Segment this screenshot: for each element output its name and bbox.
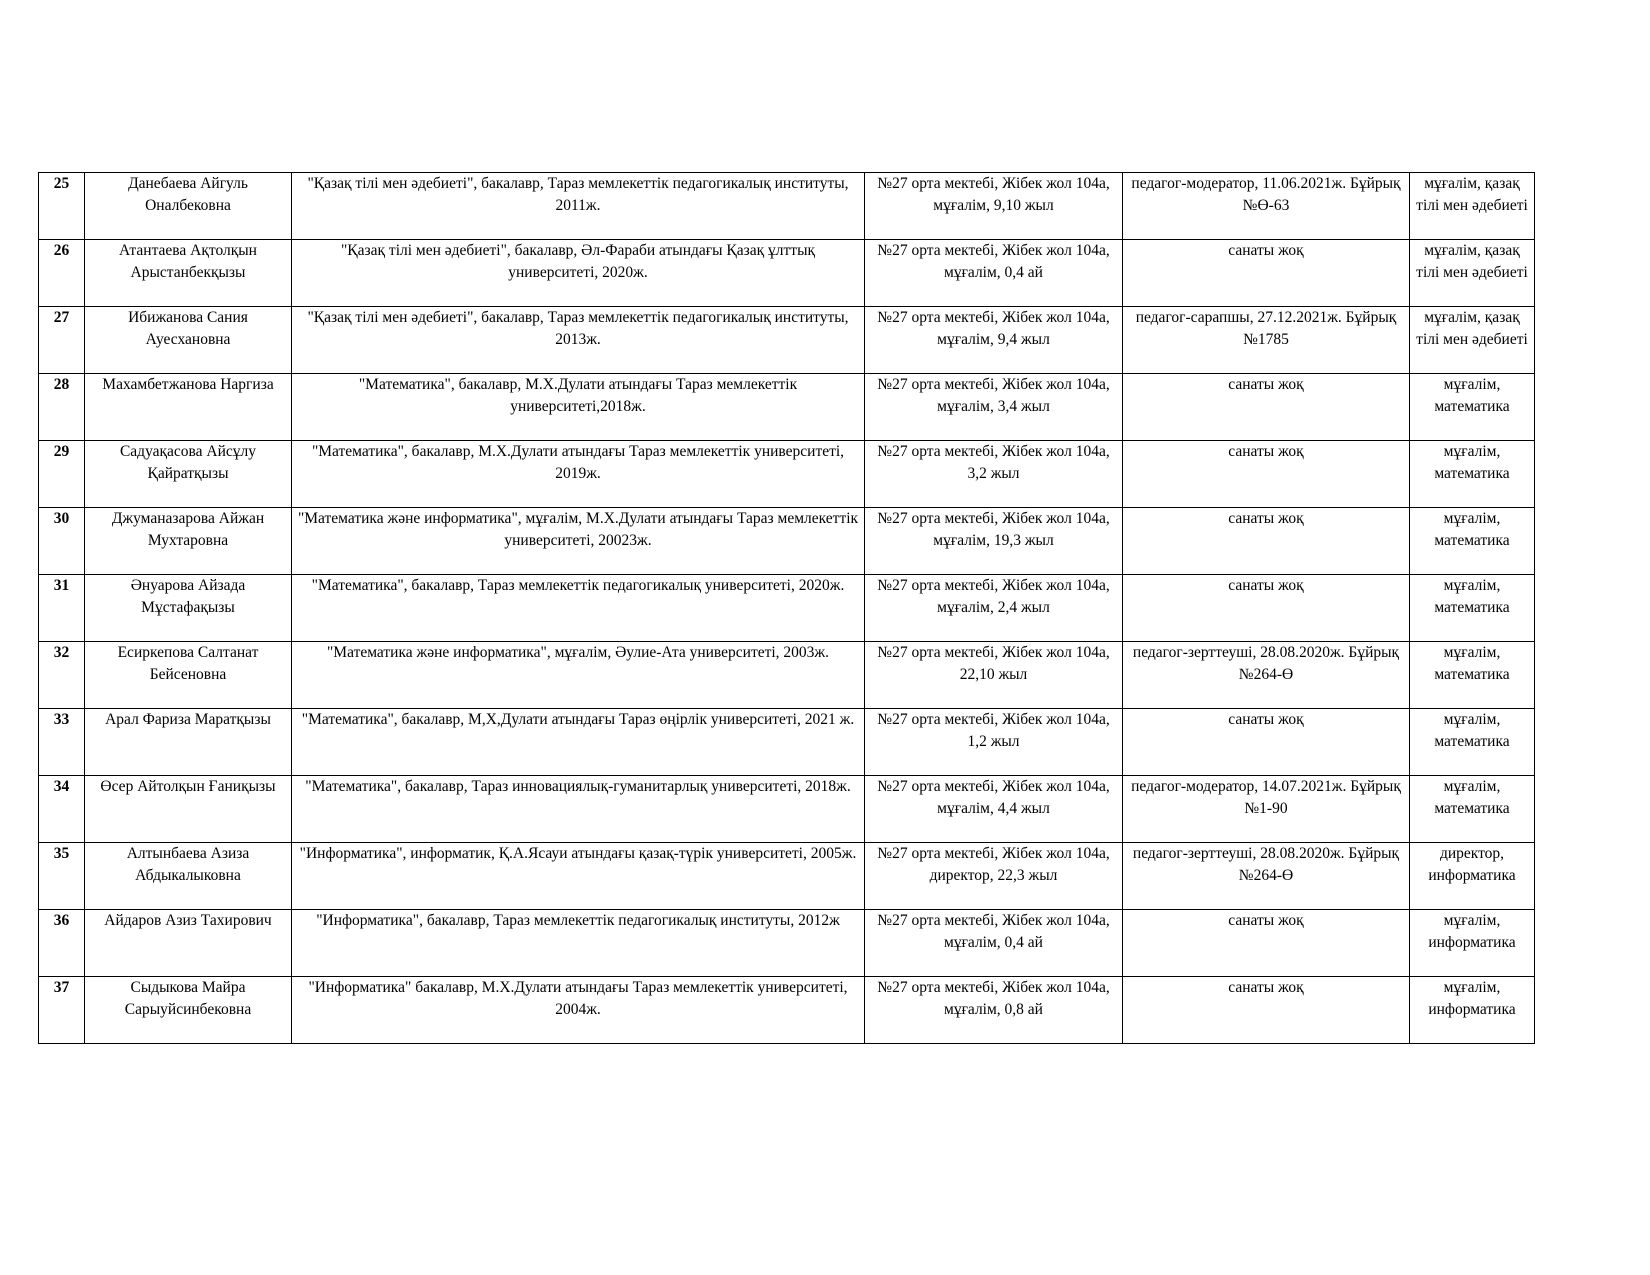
row-number: 27 bbox=[39, 307, 85, 374]
table-row bbox=[39, 508, 1535, 575]
workplace-cell: №27 орта мектебі, Жібек жол 104а, директор, 22,3 жыл bbox=[865, 843, 1123, 910]
table-row bbox=[39, 776, 1535, 843]
position-cell: мұғалім, математика bbox=[1410, 575, 1535, 642]
education-cell: "Математика және информатика", мұғалім, М.Х.Дулати атындағы Тараз мемлекеттік университеті, 20023ж. bbox=[292, 508, 865, 575]
teacher-name-cell: Садуақасова Айсұлу Қайратқызы bbox=[85, 441, 292, 508]
table-row bbox=[39, 709, 1535, 776]
education-cell: "Қазақ тілі мен әдебиеті", бакалавр, Тараз мемлекеттік педагогикалық институты, 2011ж. bbox=[292, 173, 865, 240]
workplace-cell: №27 орта мектебі, Жібек жол 104а, 1,2 жыл bbox=[865, 709, 1123, 776]
row-number: 33 bbox=[39, 709, 85, 776]
category-cell: санаты жоқ bbox=[1123, 508, 1410, 575]
table-row bbox=[39, 910, 1535, 977]
position-cell: мұғалім, информатика bbox=[1410, 910, 1535, 977]
row-number: 36 bbox=[39, 910, 85, 977]
category-cell: санаты жоқ bbox=[1123, 977, 1410, 1044]
education-cell: "Математика", бакалавр, М,Х,Дулати атындағы Тараз өңірлік университеті, 2021 ж. bbox=[292, 709, 865, 776]
workplace-cell: №27 орта мектебі, Жібек жол 104а, мұғалім, 9,10 жыл bbox=[865, 173, 1123, 240]
teacher-name-cell: Сыдыкова Майра Сарыуйсинбековна bbox=[85, 977, 292, 1044]
education-cell: "Математика", бакалавр, М.Х.Дулати атындағы Тараз мемлекеттік университеті, 2019ж. bbox=[292, 441, 865, 508]
teacher-name-cell: Әнуарова Айзада Мұстафақызы bbox=[85, 575, 292, 642]
row-number: 31 bbox=[39, 575, 85, 642]
position-cell: мұғалім, математика bbox=[1410, 776, 1535, 843]
position-cell: мұғалім, қазақ тілі мен әдебиеті bbox=[1410, 173, 1535, 240]
position-cell: мұғалім, математика bbox=[1410, 709, 1535, 776]
category-cell: педагог-сарапшы, 27.12.2021ж. Бұйрық №1785 bbox=[1123, 307, 1410, 374]
row-number: 28 bbox=[39, 374, 85, 441]
workplace-cell: №27 орта мектебі, Жібек жол 104а, мұғалім, 0,4 ай bbox=[865, 910, 1123, 977]
workplace-cell: №27 орта мектебі, Жібек жол 104а, мұғалім, 0,8 ай bbox=[865, 977, 1123, 1044]
position-cell: мұғалім, математика bbox=[1410, 508, 1535, 575]
education-cell: "Қазақ тілі мен әдебиеті", бакалавр, Әл-Фараби атындағы Қазақ ұлттық университеті, 2020ж. bbox=[292, 240, 865, 307]
workplace-cell: №27 орта мектебі, Жібек жол 104а, 3,2 жыл bbox=[865, 441, 1123, 508]
teacher-name-cell: Есиркепова Салтанат Бейсеновна bbox=[85, 642, 292, 709]
category-cell: санаты жоқ bbox=[1123, 240, 1410, 307]
table-row bbox=[39, 441, 1535, 508]
table-row bbox=[39, 307, 1535, 374]
teacher-name-cell: Атантаева Ақтолқын Арыстанбекқызы bbox=[85, 240, 292, 307]
teacher-name-cell: Алтынбаева Азиза Абдыкалыковна bbox=[85, 843, 292, 910]
row-number: 26 bbox=[39, 240, 85, 307]
row-number: 37 bbox=[39, 977, 85, 1044]
education-cell: "Математика", бакалавр, М.Х.Дулати атындағы Тараз мемлекеттік университеті,2018ж. bbox=[292, 374, 865, 441]
table-row bbox=[39, 977, 1535, 1044]
table-row bbox=[39, 843, 1535, 910]
category-cell: санаты жоқ bbox=[1123, 910, 1410, 977]
category-cell: санаты жоқ bbox=[1123, 575, 1410, 642]
workplace-cell: №27 орта мектебі, Жібек жол 104а, мұғалім, 0,4 ай bbox=[865, 240, 1123, 307]
category-cell: педагог-модератор, 14.07.2021ж. Бұйрық №1-90 bbox=[1123, 776, 1410, 843]
row-number: 34 bbox=[39, 776, 85, 843]
workplace-cell: №27 орта мектебі, Жібек жол 104а, мұғалім, 19,3 жыл bbox=[865, 508, 1123, 575]
position-cell: мұғалім, қазақ тілі мен әдебиеті bbox=[1410, 240, 1535, 307]
row-number: 30 bbox=[39, 508, 85, 575]
education-cell: "Математика", бакалавр, Тараз инновациялық-гуманитарлық университеті, 2018ж. bbox=[292, 776, 865, 843]
category-cell: педагог-зерттеуші, 28.08.2020ж. Бұйрық №264-Ө bbox=[1123, 642, 1410, 709]
staff-table bbox=[38, 172, 1535, 1044]
row-number: 29 bbox=[39, 441, 85, 508]
staff-table-body bbox=[39, 173, 1535, 1044]
position-cell: мұғалім, математика bbox=[1410, 374, 1535, 441]
position-cell: мұғалім, қазақ тілі мен әдебиеті bbox=[1410, 307, 1535, 374]
education-cell: "Қазақ тілі мен әдебиеті", бакалавр, Тараз мемлекеттік педагогикалық институты, 2013ж. bbox=[292, 307, 865, 374]
teacher-name-cell: Махамбетжанова Наргиза bbox=[85, 374, 292, 441]
education-cell: "Информатика", бакалавр, Тараз мемлекеттік педагогикалық институты, 2012ж bbox=[292, 910, 865, 977]
table-row bbox=[39, 642, 1535, 709]
category-cell: санаты жоқ bbox=[1123, 441, 1410, 508]
workplace-cell: №27 орта мектебі, Жібек жол 104а, мұғалім, 9,4 жыл bbox=[865, 307, 1123, 374]
position-cell: мұғалім, математика bbox=[1410, 441, 1535, 508]
workplace-cell: №27 орта мектебі, Жібек жол 104а, 22,10 жыл bbox=[865, 642, 1123, 709]
education-cell: "Информатика", информатик, Қ.А.Ясауи атындағы қазақ-түрік университеті, 2005ж. bbox=[292, 843, 865, 910]
teacher-name-cell: Джуманазарова Айжан Мухтаровна bbox=[85, 508, 292, 575]
table-row bbox=[39, 173, 1535, 240]
teacher-name-cell: Арал Фариза Маратқызы bbox=[85, 709, 292, 776]
workplace-cell: №27 орта мектебі, Жібек жол 104а, мұғалім, 2,4 жыл bbox=[865, 575, 1123, 642]
education-cell: "Информатика" бакалавр, М.Х.Дулати атындағы Тараз мемлекеттік университеті, 2004ж. bbox=[292, 977, 865, 1044]
table-row bbox=[39, 374, 1535, 441]
education-cell: "Математика", бакалавр, Тараз мемлекеттік педагогикалық университеті, 2020ж. bbox=[292, 575, 865, 642]
category-cell: педагог-модератор, 11.06.2021ж. Бұйрық №Ө-63 bbox=[1123, 173, 1410, 240]
category-cell: педагог-зерттеуші, 28.08.2020ж. Бұйрық №264-Ө bbox=[1123, 843, 1410, 910]
workplace-cell: №27 орта мектебі, Жібек жол 104а, мұғалім, 4,4 жыл bbox=[865, 776, 1123, 843]
table-row bbox=[39, 575, 1535, 642]
teacher-name-cell: Өсер Айтолқын Ғаниқызы bbox=[85, 776, 292, 843]
table-row bbox=[39, 240, 1535, 307]
workplace-cell: №27 орта мектебі, Жібек жол 104а, мұғалім, 3,4 жыл bbox=[865, 374, 1123, 441]
category-cell: санаты жоқ bbox=[1123, 709, 1410, 776]
position-cell: мұғалім, информатика bbox=[1410, 977, 1535, 1044]
row-number: 25 bbox=[39, 173, 85, 240]
position-cell: директор, информатика bbox=[1410, 843, 1535, 910]
teacher-name-cell: Данебаева Айгуль Оналбековна bbox=[85, 173, 292, 240]
education-cell: "Математика және информатика", мұғалім, Әулие-Ата университеті, 2003ж. bbox=[292, 642, 865, 709]
category-cell: санаты жоқ bbox=[1123, 374, 1410, 441]
row-number: 35 bbox=[39, 843, 85, 910]
position-cell: мұғалім, математика bbox=[1410, 642, 1535, 709]
teacher-name-cell: Айдаров Азиз Тахирович bbox=[85, 910, 292, 977]
row-number: 32 bbox=[39, 642, 85, 709]
teacher-name-cell: Ибижанова Сания Ауесхановна bbox=[85, 307, 292, 374]
